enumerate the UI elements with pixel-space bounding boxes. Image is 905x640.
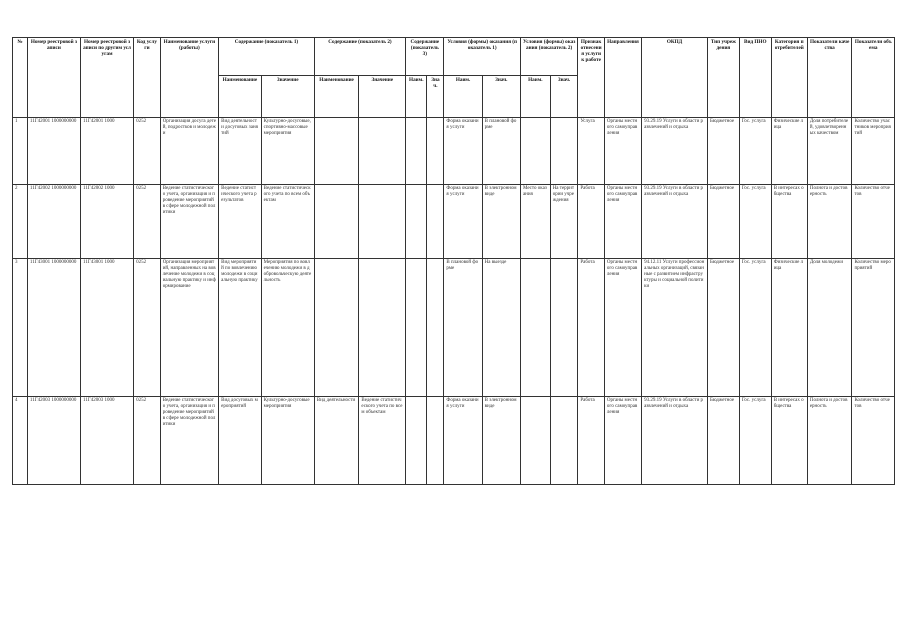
cell-c3-name (406, 118, 427, 185)
cell-name: Ведение статистического учета, организация и проведение мероприятий в сфере молодежной политики (160, 397, 218, 485)
cell-type: Бюджетное (707, 185, 739, 259)
cell-num: 4 (13, 397, 28, 485)
cell-kind: Гос. услуга (739, 185, 771, 259)
subheader-name: Наим. (444, 76, 482, 118)
cell-code: 0252 (134, 397, 161, 485)
header-okpd: ОКПД (642, 38, 708, 118)
cell-okpd: 94.12.11 Услуги профессиональных организаций, связанные с развитием инфраструктуры и социальной политики (642, 259, 708, 397)
cell-u2-value (550, 259, 578, 397)
cell-volume: Количество участников мероприятий (852, 118, 895, 185)
cell-u1-value: На выезде (482, 259, 520, 397)
cell-type: Бюджетное (707, 259, 739, 397)
cell-quality: Полнота и достоверность (807, 185, 852, 259)
table-row (13, 259, 895, 397)
cell-c1-name: Ведение статистического учета результатов (219, 185, 262, 259)
cell-c1-value: Культурно-досуговые мероприятия (261, 397, 314, 485)
cell-u1-name: Форма оказания услуги (444, 397, 482, 485)
cell-volume: Количество отчетов (852, 185, 895, 259)
cell-reg: 11Г42003 1000000000 (27, 397, 80, 485)
header-sign: Признак отнесения услуги к работе (578, 38, 605, 118)
cell-directions: Органы местного самоуправления (604, 118, 641, 185)
cell-c3-name (406, 185, 427, 259)
cell-directions: Органы местного самоуправления (604, 259, 641, 397)
header-name: Наименование услуги (работы) (160, 38, 218, 118)
subheader-value: Значение (359, 76, 406, 118)
cell-c2-name (314, 185, 359, 259)
cell-type: Бюджетное (707, 118, 739, 185)
cell-num: 3 (13, 259, 28, 397)
table-row (13, 118, 895, 185)
header-code: Код услуги (134, 38, 161, 118)
cell-c3-value (427, 185, 444, 259)
table-row (13, 185, 895, 259)
header-volume: Показатели объема (852, 38, 895, 118)
cell-c2-value: Ведение статистического учета по всем объектам (359, 397, 406, 485)
cell-code: 0252 (134, 185, 161, 259)
cell-reg2: 11Г42003 1000 (81, 397, 134, 485)
cell-c3-name (406, 397, 427, 485)
cell-category: В интересах общества (771, 397, 807, 485)
cell-name: Организация мероприятий, направленных на вовлечение молодежи в социальную практику и информирование (160, 259, 218, 397)
cell-c1-name: Вид мероприятий по вовлечению молодежи в социальную практику (219, 259, 262, 397)
header-content1: Содержание (показатель 1) (219, 38, 315, 76)
cell-volume: Количество мероприятий (852, 259, 895, 397)
header-quality: Показатели качества (807, 38, 852, 118)
cell-name: Организация досуга детей, подростков и молодежи (160, 118, 218, 185)
subheader-name: Наименование (219, 76, 262, 118)
header-cond2: Условия (формы) оказания (показатель 2) (520, 38, 577, 76)
cell-c3-value (427, 259, 444, 397)
cell-u1-value: В электронном виде (482, 397, 520, 485)
cell-sign: Работа (578, 397, 605, 485)
cell-category: В интересах общества (771, 185, 807, 259)
cell-kind: Гос. услуга (739, 259, 771, 397)
cell-c1-value: Мероприятия по вовлечению молодежи в добровольческую деятельность (261, 259, 314, 397)
cell-reg: 11Г42001 1000000000 (27, 118, 80, 185)
header-category: Категория потребителей (771, 38, 807, 118)
header-content2: Содержание (показатель 2) (314, 38, 405, 76)
cell-reg2: 11Г42001 1000 (81, 118, 134, 185)
cell-type: Бюджетное (707, 397, 739, 485)
cell-sign: Услуга (578, 118, 605, 185)
cell-u1-value: В плановой форме (482, 118, 520, 185)
subheader-value: Значение (261, 76, 314, 118)
subheader-name: Наим. (406, 76, 427, 118)
cell-c3-name (406, 259, 427, 397)
cell-u1-value: В электронном виде (482, 185, 520, 259)
cell-c1-name: Вид досуговых мероприятий (219, 397, 262, 485)
cell-c1-value: Культурно-досуговые, спортивно-массовые мероприятия (261, 118, 314, 185)
cell-u1-name: Форма оказания услуги (444, 118, 482, 185)
cell-okpd: 93.29.19 Услуги в области развлечений и отдыха (642, 118, 708, 185)
cell-u2-name (520, 259, 550, 397)
subheader-value: Знач. (550, 76, 578, 118)
cell-c1-value: Ведение статистического учета по всем объектам (261, 185, 314, 259)
table-header-row (13, 38, 895, 76)
header-reg-number: Номер реестровой записи (27, 38, 80, 118)
cell-code: 0252 (134, 259, 161, 397)
cell-c2-value (359, 259, 406, 397)
header-cond1: Условия (формы) оказания (показатель 1) (444, 38, 521, 76)
cell-c2-name (314, 259, 359, 397)
cell-c2-value (359, 185, 406, 259)
cell-u1-name: В плановой форме (444, 259, 482, 397)
header-content3: Содержание (показатель 3) (406, 38, 444, 76)
cell-directions: Органы местного самоуправления (604, 185, 641, 259)
cell-reg2: 11Г42002 1000 (81, 185, 134, 259)
cell-quality: Доля потребителей, удовлетворенных качеством (807, 118, 852, 185)
cell-quality: Доля молодежи (807, 259, 852, 397)
header-num: № (13, 38, 28, 118)
cell-reg2: 11Г43001 1000 (81, 259, 134, 397)
header-reg-number-other: Номер реестровой записи по другим услугам (81, 38, 134, 118)
cell-sign: Работа (578, 259, 605, 397)
cell-u2-name: Место оказания (520, 185, 550, 259)
subheader-value: Знач. (482, 76, 520, 118)
cell-c2-value (359, 118, 406, 185)
cell-u2-name (520, 118, 550, 185)
cell-num: 2 (13, 185, 28, 259)
cell-volume: Количество отчетов (852, 397, 895, 485)
cell-u2-value (550, 118, 578, 185)
cell-category: Физические лица (771, 118, 807, 185)
cell-u2-value (550, 397, 578, 485)
cell-okpd: 93.29.19 Услуги в области развлечений и отдыха (642, 185, 708, 259)
registry-table (12, 37, 895, 485)
cell-u1-name: Форма оказания услуги (444, 185, 482, 259)
subheader-name: Наименование (314, 76, 359, 118)
header-kind: Вид ПНО (739, 38, 771, 118)
cell-name: Ведение статистического учета, организация и проведение мероприятий в сфере молодежной политики (160, 185, 218, 259)
cell-reg: 11Г42002 1000000000 (27, 185, 80, 259)
cell-kind: Гос. услуга (739, 118, 771, 185)
subheader-name: Наим. (520, 76, 550, 118)
cell-c3-value (427, 118, 444, 185)
cell-directions: Органы местного самоуправления (604, 397, 641, 485)
cell-reg: 11Г43001 1000000000 (27, 259, 80, 397)
cell-u2-name (520, 397, 550, 485)
header-type: Тип учреждения (707, 38, 739, 118)
cell-category: Физические лица (771, 259, 807, 397)
cell-quality: Полнота и достоверность (807, 397, 852, 485)
cell-c2-name: Вид деятельности (314, 397, 359, 485)
cell-kind: Гос. услуга (739, 397, 771, 485)
table-row (13, 397, 895, 485)
cell-okpd: 93.29.19 Услуги в области развлечений и отдыха (642, 397, 708, 485)
cell-sign: Работа (578, 185, 605, 259)
subheader-value: Знач. (427, 76, 444, 118)
cell-c1-name: Вид деятельности досуговых занятий (219, 118, 262, 185)
cell-c3-value (427, 397, 444, 485)
cell-c2-name (314, 118, 359, 185)
header-directions: Направления (604, 38, 641, 118)
cell-u2-value: На территории учреждения (550, 185, 578, 259)
cell-code: 0252 (134, 118, 161, 185)
cell-num: 1 (13, 118, 28, 185)
